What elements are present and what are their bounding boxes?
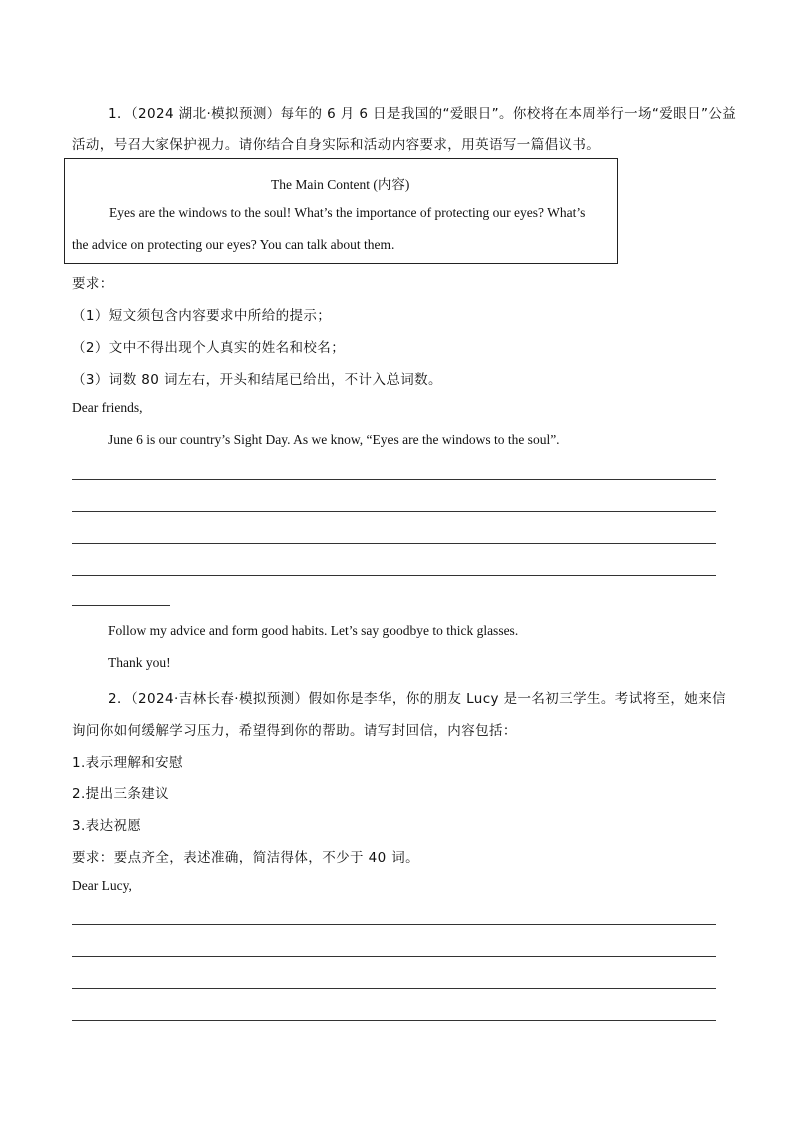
q1-writing-line-short[interactable] — [72, 605, 170, 606]
q2-intro-line-2: 询问你如何缓解学习压力，希望得到你的帮助。请写封回信，内容包括： — [72, 723, 517, 739]
q1-requirement-3: （3）词数 80 词左右，开头和结尾已给出，不计入总词数。 — [72, 372, 442, 388]
q1-intro-line-2: 活动，号召大家保护视力。请你结合自身实际和活动内容要求，用英语写一篇倡议书。 — [72, 137, 601, 153]
q1-signoff: Thank you! — [108, 655, 171, 670]
q2-point-3: 3.表达祝愿 — [72, 818, 142, 834]
q2-writing-line[interactable] — [72, 988, 716, 989]
q2-greeting: Dear Lucy, — [72, 878, 132, 893]
q2-point-2: 2.提出三条建议 — [72, 786, 170, 802]
main-content-box — [64, 158, 618, 264]
q1-greeting: Dear friends, — [72, 400, 143, 415]
q1-requirement-1: （1）短文须包含内容要求中所给的提示； — [72, 308, 332, 324]
q1-intro-line-1: 1．（2024 湖北·模拟预测）每年的 6 月 6 日是我国的“爱眼日”。你校将在本周举行一场“爱眼日”公益 — [108, 106, 737, 122]
q1-writing-line[interactable] — [72, 511, 716, 512]
q2-intro-line-1: 2．（2024·吉林长春·模拟预测）假如你是李华，你的朋友 Lucy 是一名初三学生。考试将至，她来信 — [108, 691, 727, 707]
q1-writing-line[interactable] — [72, 479, 716, 480]
q2-requirement: 要求：要点齐全，表述准确，简洁得体，不少于 40 词。 — [72, 850, 420, 866]
box-line-1: Eyes are the windows to the soul! What’s the importance of protecting our eyes? What’s — [109, 205, 586, 220]
box-line-2: the advice on protecting our eyes? You can talk about them. — [72, 237, 395, 252]
q1-opening: June 6 is our country’s Sight Day. As we know, “Eyes are the windows to the soul”. — [108, 432, 560, 447]
q2-writing-line[interactable] — [72, 956, 716, 957]
q2-writing-line[interactable] — [72, 1020, 716, 1021]
box-title: The Main Content (内容) — [271, 177, 410, 192]
q1-requirements-title: 要求： — [72, 276, 114, 292]
q2-writing-line[interactable] — [72, 924, 716, 925]
q1-writing-line[interactable] — [72, 575, 716, 576]
q1-writing-line[interactable] — [72, 543, 716, 544]
q1-requirement-2: （2）文中不得出现个人真实的姓名和校名； — [72, 340, 346, 356]
q1-closing: Follow my advice and form good habits. Let’s say goodbye to thick glasses. — [108, 623, 519, 638]
q2-point-1: 1.表示理解和安慰 — [72, 755, 183, 771]
